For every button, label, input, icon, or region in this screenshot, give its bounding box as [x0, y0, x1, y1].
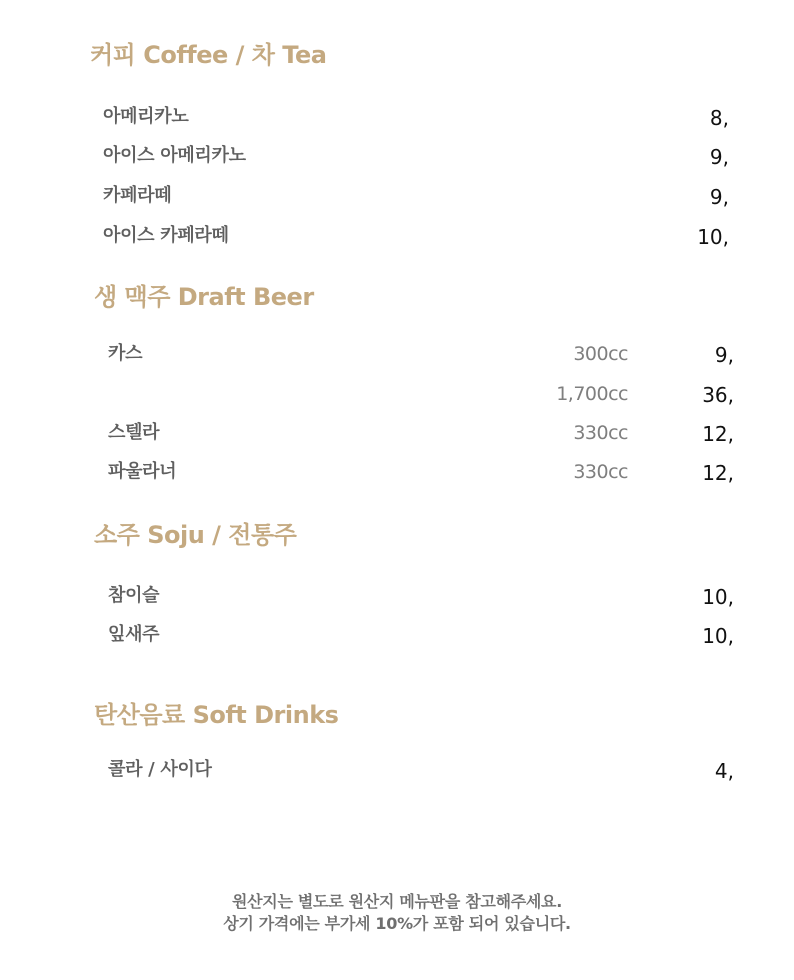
- menu-item-size: 300cc: [573, 343, 628, 365]
- menu-item-size: 1,700cc: [556, 383, 628, 405]
- menu-item-price: 10,: [702, 585, 734, 609]
- footer-vat-note: 상기 가격에는 부가세 10%가 포함 되어 있습니다.: [223, 914, 571, 933]
- menu-item-name: 카스: [108, 343, 143, 364]
- menu-item-price: 9,: [709, 145, 729, 169]
- menu-item-name: 참이슬: [108, 585, 160, 606]
- menu-item-name: 잎새주: [108, 624, 160, 645]
- section-title-soju: 소주 Soju / 전통주: [94, 521, 297, 549]
- menu-item-size: 330cc: [573, 461, 628, 483]
- menu-item-name: 카페라떼: [103, 185, 172, 206]
- menu-item-price: 9,: [709, 185, 729, 209]
- menu-item-name: 아이스 카페라떼: [103, 225, 229, 246]
- menu-item-name: 콜라 / 사이다: [108, 759, 212, 780]
- menu-item-name: 아이스 아메리카노: [103, 145, 246, 166]
- footer-origin-note: 원산지는 별도로 원산지 메뉴판을 참고해주세요.: [232, 892, 562, 911]
- menu-item-name: 아메리카노: [103, 106, 189, 127]
- menu-item-price: 36,: [702, 383, 734, 407]
- menu-item-price: 4,: [714, 759, 734, 783]
- menu-item-size: 330cc: [573, 422, 628, 444]
- menu-item-name: 파울라너: [108, 461, 177, 482]
- menu-item-price: 12,: [702, 422, 734, 446]
- menu-item-price: 10,: [702, 624, 734, 648]
- menu-item-price: 12,: [702, 461, 734, 485]
- section-title-draft-beer: 생 맥주 Draft Beer: [94, 283, 314, 311]
- menu-item-price: 8,: [709, 106, 729, 130]
- menu-item-price: 9,: [714, 343, 734, 367]
- section-title-coffee: 커피 Coffee / 차 Tea: [90, 41, 327, 69]
- menu-item-name: 스텔라: [108, 422, 160, 443]
- menu-item-price: 10,: [697, 225, 729, 249]
- section-title-soft-drinks: 탄산음료 Soft Drinks: [94, 701, 339, 729]
